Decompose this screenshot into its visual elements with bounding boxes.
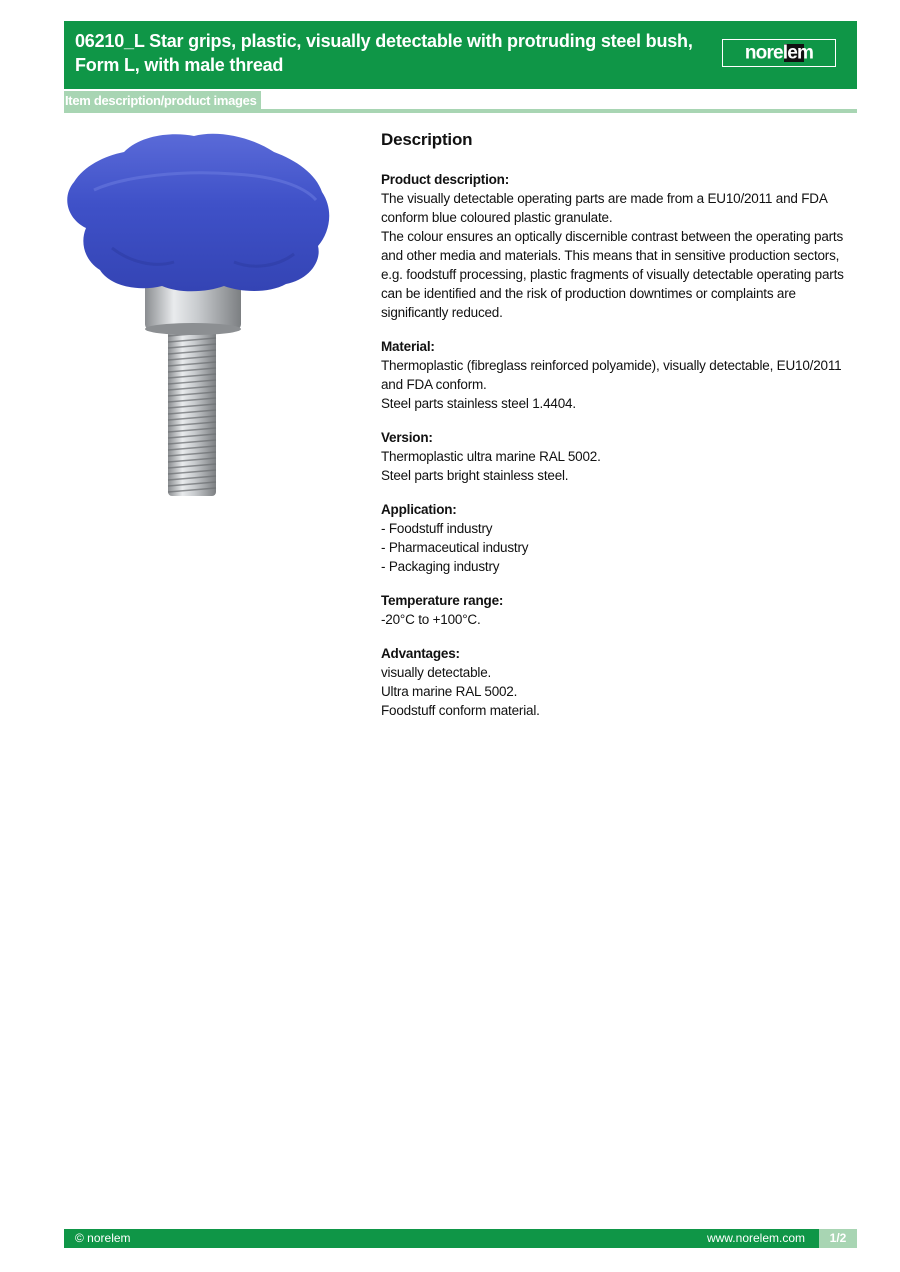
temperature-text: -20°C to +100°C. [381, 612, 481, 627]
advantages-item: Ultra marine RAL 5002. [381, 684, 518, 699]
application-item: - Packaging industry [381, 559, 500, 574]
temperature-block [381, 591, 857, 629]
product-description-text: The visually detectable operating parts are made from a EU10/2011 and FDA conform blue coloured plastic granulate. [381, 191, 827, 225]
advantages-item: visually detectable. [381, 665, 492, 680]
temperature-label: Temperature range: [381, 593, 504, 608]
svg-text:norelem: norelem [744, 42, 814, 64]
material-block [381, 337, 857, 413]
material-label: Material: [381, 339, 435, 354]
description-heading: Description [381, 130, 473, 149]
section-tab-item-description: Item description/product images [64, 91, 261, 110]
version-text: Steel parts bright stainless steel. [381, 468, 569, 483]
application-label: Application: [381, 502, 457, 517]
advantages-block [381, 644, 857, 720]
material-text: Thermoplastic (fibreglass reinforced polyamide), visually detectable, EU10/2011 and FDA conform. [381, 358, 842, 392]
version-text: Thermoplastic ultra marine RAL 5002. [381, 449, 601, 464]
page-footer [64, 1229, 857, 1248]
advantages-item: Foodstuff conform material. [381, 703, 540, 718]
version-label: Version: [381, 430, 433, 445]
norelem-logo [722, 39, 836, 67]
copyright-text: © norelem [75, 1231, 131, 1245]
section-bar [64, 91, 857, 112]
page-header [64, 21, 857, 89]
version-block [381, 428, 857, 485]
application-block [381, 500, 857, 576]
advantages-label: Advantages: [381, 646, 460, 661]
product-description-block [381, 170, 857, 322]
page-number: 1/2 [819, 1229, 857, 1248]
norelem-logo-mark [726, 42, 832, 64]
page-title: 06210_L Star grips, plastic, visually detectable with protruding steel bush, Form L, with male thread [75, 31, 693, 75]
material-text: Steel parts stainless steel 1.4404. [381, 396, 576, 411]
description-panel [381, 128, 857, 735]
website-link[interactable]: www.norelem.com [706, 1231, 805, 1245]
application-item: - Foodstuff industry [381, 521, 493, 536]
application-item: - Pharmaceutical industry [381, 540, 529, 555]
star-grip-knob-image [64, 130, 334, 502]
product-description-text: The colour ensures an optically discernible contrast between the operating parts and other media and materials. This means that in sensitive production sectors, e.g. foodstuff processing, plastic fragments of visually detectable operating parts can be identified and the risk of production downtimes or complaints are significantly reduced. [381, 229, 844, 320]
product-description-label: Product description: [381, 172, 510, 187]
